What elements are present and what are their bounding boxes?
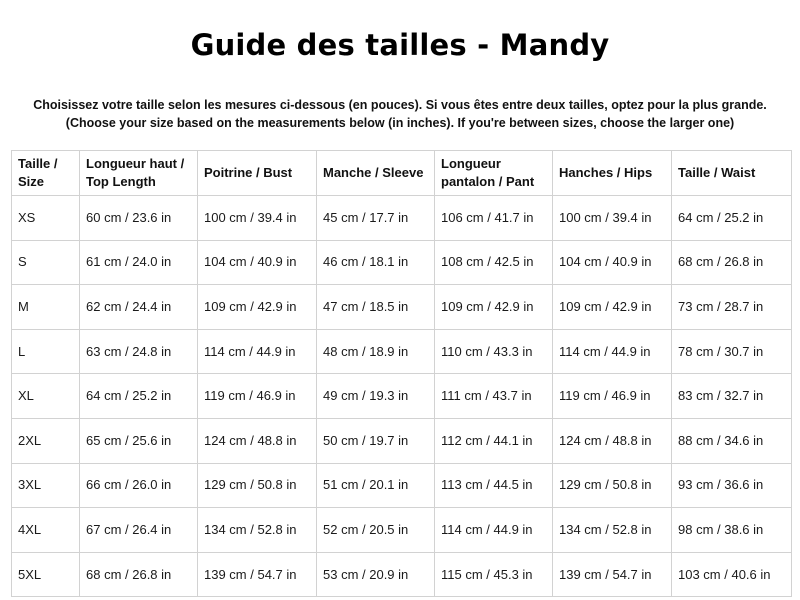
cell-bust: 114 cm / 44.9 in <box>198 329 317 374</box>
cell-waist: 78 cm / 30.7 in <box>672 329 792 374</box>
cell-size: 5XL <box>12 552 80 597</box>
cell-sleeve: 49 cm / 19.3 in <box>317 374 435 419</box>
cell-pant-length: 112 cm / 44.1 in <box>435 418 553 463</box>
cell-waist: 68 cm / 26.8 in <box>672 240 792 285</box>
cell-bust: 134 cm / 52.8 in <box>198 508 317 553</box>
cell-hips: 119 cm / 46.9 in <box>553 374 672 419</box>
cell-top-length: 60 cm / 23.6 in <box>80 196 198 241</box>
header-pant-length: Longueur pantalon / Pant <box>435 151 553 196</box>
cell-pant-length: 114 cm / 44.9 in <box>435 508 553 553</box>
cell-waist: 98 cm / 38.6 in <box>672 508 792 553</box>
cell-top-length: 64 cm / 25.2 in <box>80 374 198 419</box>
cell-bust: 139 cm / 54.7 in <box>198 552 317 597</box>
cell-hips: 114 cm / 44.9 in <box>553 329 672 374</box>
cell-top-length: 66 cm / 26.0 in <box>80 463 198 508</box>
cell-sleeve: 51 cm / 20.1 in <box>317 463 435 508</box>
cell-top-length: 62 cm / 24.4 in <box>80 285 198 330</box>
cell-pant-length: 113 cm / 44.5 in <box>435 463 553 508</box>
cell-hips: 139 cm / 54.7 in <box>553 552 672 597</box>
cell-bust: 104 cm / 40.9 in <box>198 240 317 285</box>
cell-hips: 109 cm / 42.9 in <box>553 285 672 330</box>
instructions-french: Choisissez votre taille selon les mesures ci-dessous (en pouces). Si vous êtes entre deux tailles, optez pour la plus grande. <box>33 98 767 112</box>
cell-size: L <box>12 329 80 374</box>
cell-hips: 124 cm / 48.8 in <box>553 418 672 463</box>
cell-hips: 134 cm / 52.8 in <box>553 508 672 553</box>
cell-waist: 83 cm / 32.7 in <box>672 374 792 419</box>
cell-waist: 93 cm / 36.6 in <box>672 463 792 508</box>
cell-waist: 64 cm / 25.2 in <box>672 196 792 241</box>
table-row <box>12 240 792 285</box>
cell-pant-length: 110 cm / 43.3 in <box>435 329 553 374</box>
table-row <box>12 552 792 597</box>
cell-pant-length: 115 cm / 45.3 in <box>435 552 553 597</box>
cell-top-length: 68 cm / 26.8 in <box>80 552 198 597</box>
table-row <box>12 329 792 374</box>
table-header-row <box>12 151 792 196</box>
cell-top-length: 61 cm / 24.0 in <box>80 240 198 285</box>
cell-bust: 109 cm / 42.9 in <box>198 285 317 330</box>
table-row <box>12 508 792 553</box>
cell-sleeve: 53 cm / 20.9 in <box>317 552 435 597</box>
cell-top-length: 63 cm / 24.8 in <box>80 329 198 374</box>
cell-sleeve: 45 cm / 17.7 in <box>317 196 435 241</box>
cell-size: 2XL <box>12 418 80 463</box>
page-title: Guide des tailles - Mandy <box>190 28 610 62</box>
table-body <box>12 196 792 597</box>
table-row <box>12 374 792 419</box>
header-sleeve: Manche / Sleeve <box>317 151 435 196</box>
instructions-english: (Choose your size based on the measurements below (in inches). If you're between sizes, choose the larger one) <box>65 116 735 130</box>
cell-bust: 129 cm / 50.8 in <box>198 463 317 508</box>
table-row <box>12 418 792 463</box>
cell-size: 3XL <box>12 463 80 508</box>
cell-size: XS <box>12 196 80 241</box>
table-row <box>12 463 792 508</box>
cell-waist: 103 cm / 40.6 in <box>672 552 792 597</box>
cell-sleeve: 52 cm / 20.5 in <box>317 508 435 553</box>
cell-size: XL <box>12 374 80 419</box>
cell-size: S <box>12 240 80 285</box>
cell-top-length: 67 cm / 26.4 in <box>80 508 198 553</box>
header-bust: Poitrine / Bust <box>198 151 317 196</box>
cell-hips: 100 cm / 39.4 in <box>553 196 672 241</box>
cell-pant-length: 108 cm / 42.5 in <box>435 240 553 285</box>
table-row <box>12 196 792 241</box>
cell-bust: 124 cm / 48.8 in <box>198 418 317 463</box>
cell-sleeve: 46 cm / 18.1 in <box>317 240 435 285</box>
cell-waist: 73 cm / 28.7 in <box>672 285 792 330</box>
cell-hips: 129 cm / 50.8 in <box>553 463 672 508</box>
cell-bust: 119 cm / 46.9 in <box>198 374 317 419</box>
cell-hips: 104 cm / 40.9 in <box>553 240 672 285</box>
header-top-length: Longueur haut / Top Length <box>80 151 198 196</box>
cell-pant-length: 109 cm / 42.9 in <box>435 285 553 330</box>
size-chart-table <box>11 150 792 597</box>
cell-sleeve: 50 cm / 19.7 in <box>317 418 435 463</box>
table-row <box>12 285 792 330</box>
cell-size: M <box>12 285 80 330</box>
cell-pant-length: 111 cm / 43.7 in <box>435 374 553 419</box>
instructions <box>0 96 800 132</box>
header-hips: Hanches / Hips <box>553 151 672 196</box>
header-waist: Taille / Waist <box>672 151 792 196</box>
cell-pant-length: 106 cm / 41.7 in <box>435 196 553 241</box>
header-size: Taille / Size <box>12 151 80 196</box>
cell-size: 4XL <box>12 508 80 553</box>
cell-waist: 88 cm / 34.6 in <box>672 418 792 463</box>
cell-top-length: 65 cm / 25.6 in <box>80 418 198 463</box>
cell-sleeve: 47 cm / 18.5 in <box>317 285 435 330</box>
cell-sleeve: 48 cm / 18.9 in <box>317 329 435 374</box>
cell-bust: 100 cm / 39.4 in <box>198 196 317 241</box>
